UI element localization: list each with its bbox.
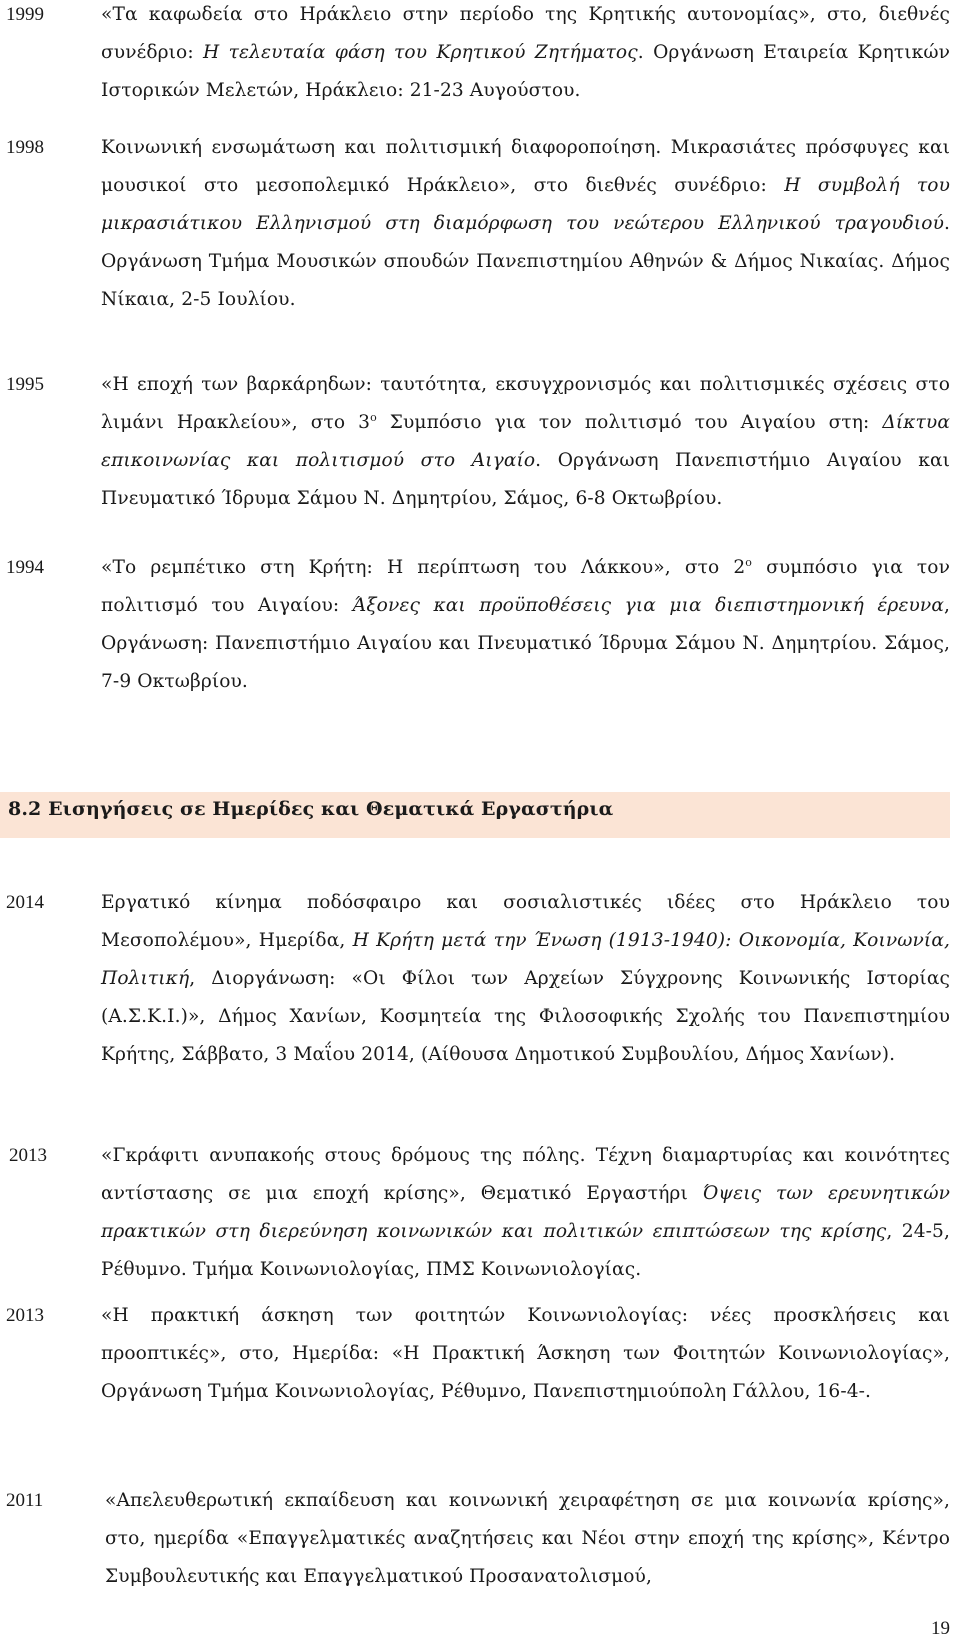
entry-year: 1998 [6,137,44,158]
entry-text: «Η εποχή των βαρκάρηδων: ταυτότητα, εκσυγχρονισμός και πολιτισμικές σχέσεις στο λιμάνι Ηρακλείου», στο $3^o$ Συμπόσιο για τον πολιτισμό του Αιγαίου στη: Δίκτυα επικοινωνίας και πολιτισμού στο Αιγαίο. Οργάνωση Πανεπιστήμιο Αιγαίου και Πνευματικό Ίδρυμα Σάμου Ν. Δημητρίου, Σάμος, 6-8 Οκτωβρίου. [101,374,950,509]
page-number: 19 [931,1618,950,1639]
entry-text: «Γκράφιτι ανυπακοής στους δρόμους της πόλης. Τέχνη διαμαρτυρίας και κοινότητες αντίστασης σε μια εποχή κρίσης», Θεματικό Εργαστήρι Όψεις των ερευνητικών πρακτικών στη διερεύνηση κοινωνικών και πολιτικών επιπτώσεων της κρίσης, 24-5, Ρέθυμνο. Τμήμα Κοινωνιολογίας, ΠΜΣ Κοινωνιολογίας. [101,1145,950,1280]
entry-text: Κοινωνική ενσωμάτωση και πολιτισμική διαφοροποίηση. Μικρασιάτες πρόσφυγες και μουσικοί στο μεσοπολεμικό Ηράκλειο», στο διεθνές συνέδριο: Η συμβολή του μικρασιάτικου Ελληνισμού στη διαμόρφωση του νεώτερου Ελληνικού τραγουδιού. Οργάνωση Τμήμα Μουσικών σπουδών Πανεπιστημίου Αθηνών & Δήμος Νικαίας. Δήμος Νίκαια, 2-5 Ιουλίου. [101,137,950,310]
entry-year: 2011 [6,1490,44,1511]
entry-year: 2013 [6,1305,44,1326]
section-heading [0,792,950,838]
entry-year: 2013 [9,1145,47,1166]
entry-year: 2014 [6,892,44,913]
entry-year: 1994 [6,557,44,578]
entry-year: 1999 [6,4,44,25]
entry-text: «Το ρεμπέτικο στη Κρήτη: Η περίπτωση του Λάκκου», στο $2^o$ συμπόσιο για τον πολιτισμό του Αιγαίου: Άξονες και προϋποθέσεις για μια διεπιστημονική έρευνα, Οργάνωση: Πανεπιστήμιο Αιγαίου και Πνευματικό Ίδρυμα Σάμου Ν. Δημητρίου. Σάμος, 7-9 Οκτωβρίου. [101,555,950,692]
entry-year: 1995 [6,374,44,395]
entry-text: «Τα καφωδεία στο Ηράκλειο στην περίοδο της Κρητικής αυτονομίας», στο, διεθνές συνέδριο: Η τελευταία φάση του Κρητικού Ζητήματος. Οργάνωση Εταιρεία Κρητικών Ιστορικών Μελετών, Ηράκλειο: 21-23 Αυγούστου. [101,4,950,101]
entry-text: «Απελευθερωτική εκπαίδευση και κοινωνική χειραφέτηση σε μια κοινωνία κρίσης», στο, ημερίδα «Επαγγελματικές αναζητήσεις και Νέοι στην εποχή της κρίσης», Κέντρο Συμβουλευτικής και Επαγγελματικού Προσανατολισμού, [105,1490,950,1587]
entry-text: Εργατικό κίνημα ποδόσφαιρο και σοσιαλιστικές ιδέες στο Ηράκλειο του Μεσοπολέμου», Ημερίδα, Η Κρήτη μετά την Ένωση (1913-1940): Οικονομία, Κοινωνία, Πολιτική, Διοργάνωση: «Οι Φίλοι των Αρχείων Σύγχρονης Κοινωνικής Ιστορίας (Α.Σ.Κ.Ι.)», Δήμος Χανίων, Κοσμητεία της Φιλοσοφικής Σχολής του Πανεπιστημίου Κρήτης, Σάββατο, 3 Μαΐου 2014, (Αίθουσα Δημοτικού Συμβουλίου, Δήμος Χανίων). [101,892,950,1065]
entry-text: «Η πρακτική άσκηση των φοιτητών Κοινωνιολογίας: νέες προσκλήσεις και προοπτικές», στο, Ημερίδα: «Η Πρακτική Άσκηση των Φοιτητών Κοινωνιολογίας», Οργάνωση Τμήμα Κοινωνιολογίας, Ρέθυμνο, Πανεπιστημιούπολη Γάλλου, 16-4-. [101,1305,950,1402]
section-heading-text: 8.2 Εισηγήσεις σε Ημερίδες και Θεματικά Εργαστήρια [8,798,614,820]
